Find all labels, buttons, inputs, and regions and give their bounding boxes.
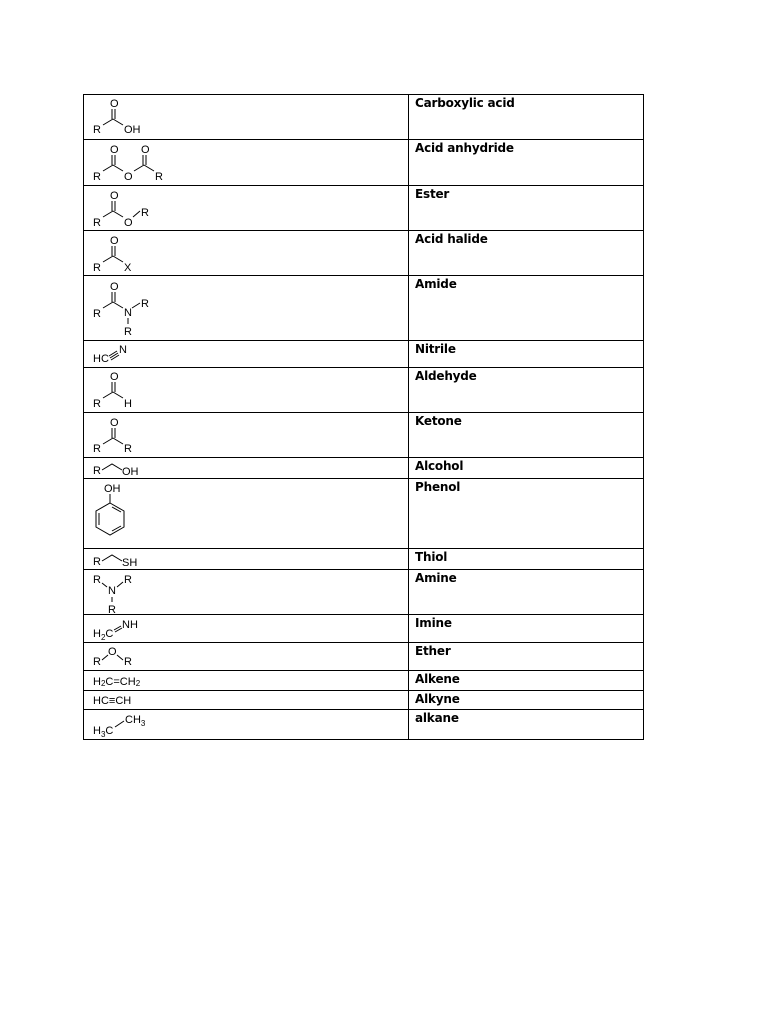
group-name: Alcohol bbox=[409, 458, 644, 479]
atom-label: R bbox=[141, 298, 149, 310]
structure-cell bbox=[84, 231, 409, 276]
atom-label: O bbox=[110, 281, 119, 293]
group-name: Ester bbox=[409, 186, 644, 231]
atom-label: N bbox=[119, 344, 127, 356]
group-name: Phenol bbox=[409, 479, 644, 549]
group-name: Nitrile bbox=[409, 341, 644, 368]
atom-label: R bbox=[93, 262, 101, 274]
table-row bbox=[84, 479, 644, 549]
group-name: Aldehyde bbox=[409, 368, 644, 413]
table-row bbox=[84, 710, 644, 740]
atom-label: O bbox=[110, 235, 119, 247]
table-row bbox=[84, 570, 644, 615]
structure-cell bbox=[84, 413, 409, 458]
aldehyde-structure bbox=[84, 368, 408, 412]
atom-label: $CH_3$ bbox=[125, 714, 146, 728]
group-name: Carboxylic acid bbox=[409, 95, 644, 140]
alkane-structure bbox=[84, 710, 408, 739]
atom-label: H bbox=[124, 398, 132, 410]
atom-label: R bbox=[141, 207, 149, 219]
structure-cell bbox=[84, 140, 409, 186]
atom-label: O bbox=[110, 371, 119, 383]
atom-label: R bbox=[108, 604, 116, 614]
acid-halide-structure bbox=[84, 231, 408, 275]
benzene-ring bbox=[96, 503, 124, 535]
amide-structure bbox=[84, 276, 408, 340]
structure-cell bbox=[84, 691, 409, 710]
table-row bbox=[84, 186, 644, 231]
atom-label: O bbox=[110, 144, 119, 156]
atom-label: R bbox=[93, 398, 101, 410]
atom-label: N bbox=[108, 585, 116, 597]
table-row bbox=[84, 458, 644, 479]
table-row bbox=[84, 643, 644, 671]
atom-label: O bbox=[110, 98, 119, 110]
ketone-structure bbox=[84, 413, 408, 457]
atom-label: R bbox=[93, 171, 101, 183]
carboxylic-acid-structure bbox=[84, 95, 408, 139]
alkene-structure bbox=[84, 671, 408, 690]
structure-cell bbox=[84, 341, 409, 368]
structure-cell bbox=[84, 643, 409, 671]
atom-label: R bbox=[93, 656, 101, 668]
group-name: Ketone bbox=[409, 413, 644, 458]
table-row bbox=[84, 276, 644, 341]
nitrile-structure bbox=[84, 341, 408, 367]
table-row bbox=[84, 95, 644, 140]
atom-label: R bbox=[124, 443, 132, 455]
atom-label: O bbox=[108, 646, 117, 658]
table-row bbox=[84, 231, 644, 276]
table-row bbox=[84, 368, 644, 413]
phenol-structure bbox=[84, 479, 408, 548]
table-row bbox=[84, 140, 644, 186]
structure-cell bbox=[84, 186, 409, 231]
table-row bbox=[84, 691, 644, 710]
atom-label: R bbox=[93, 217, 101, 229]
atom-label: $H_2C$ bbox=[93, 628, 114, 642]
atom-label: R bbox=[93, 574, 101, 586]
table-row bbox=[84, 671, 644, 691]
atom-label: R bbox=[124, 656, 132, 668]
atom-label: O bbox=[110, 190, 119, 202]
atom-label: R bbox=[124, 326, 132, 338]
atom-label: OH bbox=[124, 124, 141, 136]
functional-groups-table bbox=[83, 94, 644, 740]
group-name: Thiol bbox=[409, 549, 644, 570]
ether-structure bbox=[84, 643, 408, 670]
structure-cell bbox=[84, 615, 409, 643]
group-name: Ether bbox=[409, 643, 644, 671]
atom-label: OH bbox=[122, 466, 139, 478]
structure-cell bbox=[84, 458, 409, 479]
atom-label: O bbox=[141, 144, 150, 156]
imine-structure bbox=[84, 615, 408, 642]
group-name: Alkene bbox=[409, 671, 644, 691]
atom-label: NH bbox=[122, 619, 138, 631]
group-name: Acid anhydride bbox=[409, 140, 644, 186]
atom-label: O bbox=[124, 171, 133, 183]
structure-cell bbox=[84, 710, 409, 740]
structure-cell bbox=[84, 95, 409, 140]
structure-cell bbox=[84, 479, 409, 549]
atom-label: R bbox=[155, 171, 163, 183]
structure-cell bbox=[84, 276, 409, 341]
atom-label: OH bbox=[104, 483, 121, 495]
group-name: Acid halide bbox=[409, 231, 644, 276]
atom-label: $H_3C$ bbox=[93, 725, 114, 739]
atom-label: R bbox=[93, 443, 101, 455]
atom-label: H2C=CH2 bbox=[93, 676, 141, 688]
structure-cell bbox=[84, 549, 409, 570]
atom-label: O bbox=[110, 417, 119, 429]
group-name: Imine bbox=[409, 615, 644, 643]
thiol-structure bbox=[84, 549, 408, 569]
atom-label: SH bbox=[122, 557, 138, 569]
atom-label: HC≡CH bbox=[93, 695, 132, 707]
group-name: Amide bbox=[409, 276, 644, 341]
table-row bbox=[84, 549, 644, 570]
table-row bbox=[84, 615, 644, 643]
structure-cell bbox=[84, 368, 409, 413]
atom-label: N bbox=[124, 307, 132, 319]
ester-structure bbox=[84, 186, 408, 230]
structure-cell bbox=[84, 570, 409, 615]
group-name: Alkyne bbox=[409, 691, 644, 710]
alcohol-structure bbox=[84, 458, 408, 478]
atom-label: R bbox=[93, 124, 101, 136]
group-name: alkane bbox=[409, 710, 644, 740]
acid-anhydride-structure bbox=[84, 140, 408, 185]
atom-label: O bbox=[124, 217, 133, 229]
atom-label: R bbox=[93, 308, 101, 320]
group-name: Amine bbox=[409, 570, 644, 615]
amine-structure bbox=[84, 570, 408, 614]
atom-label: R bbox=[124, 574, 132, 586]
atom-label: X bbox=[124, 262, 132, 274]
structure-cell bbox=[84, 671, 409, 691]
table-row bbox=[84, 341, 644, 368]
atom-label: R bbox=[93, 465, 101, 477]
atom-label: R bbox=[93, 556, 101, 568]
table-row bbox=[84, 413, 644, 458]
alkyne-structure bbox=[84, 691, 408, 709]
atom-label: HC bbox=[93, 353, 109, 365]
